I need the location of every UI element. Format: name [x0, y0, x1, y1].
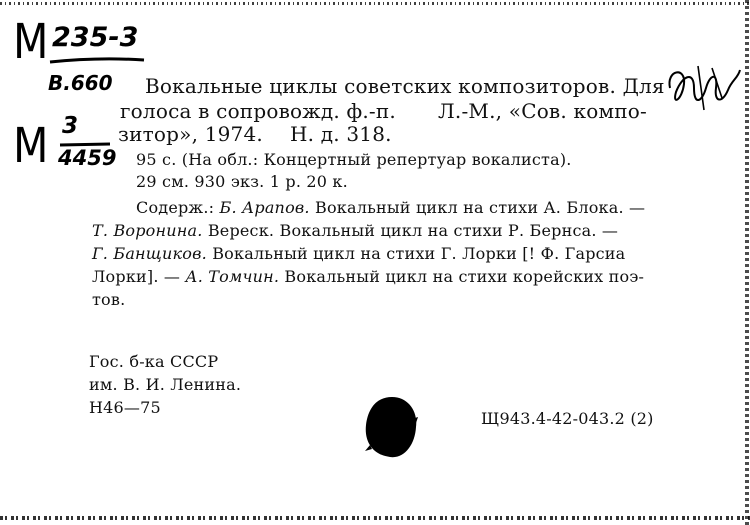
- author-name: Б. Арапов.: [219, 198, 310, 217]
- shelf-letter-top: М: [13, 14, 49, 70]
- library-name: Гос. б-ка СССР: [89, 352, 219, 371]
- contents-line-3: [92, 244, 625, 263]
- contents-text: Вереск. Вокальный цикл на стихи Р. Бернса. —: [202, 221, 619, 240]
- scan-edge-right: [745, 0, 749, 525]
- line2-left: голоса в сопровожд. ф.-п.: [120, 99, 396, 123]
- contents-line-2: [92, 221, 618, 240]
- signature-scribble: [664, 58, 744, 118]
- library-name-2: им. В. И. Ленина.: [89, 375, 242, 394]
- contents-label: Содерж.:: [136, 198, 220, 217]
- contents-text: Вокальный цикл на стихи Г. Лорки [! Ф. Гарсиа: [206, 244, 626, 263]
- line3-left: зитор», 1974.: [118, 122, 263, 146]
- scan-edge-top: [0, 2, 750, 5]
- line3-right: Н. д. 318.: [290, 122, 392, 146]
- line4: 95 с. (На обл.: Концертный репертуар вокалиста).: [136, 150, 572, 169]
- scan-edge-bottom: [0, 516, 750, 520]
- punch-hole: [362, 393, 420, 463]
- author-name: Г. Банщиков.: [92, 244, 207, 263]
- contents-text: Лорки]. —: [92, 267, 186, 286]
- call-number: В.660: [48, 71, 113, 95]
- fraction-top: 3: [62, 113, 79, 139]
- line5: 29 см. 930 экз. 1 р. 20 к.: [136, 172, 348, 191]
- contents-text: Вокальный цикл на стихи корейских поэ-: [279, 267, 645, 286]
- shelf-number-top: 235-3: [52, 22, 139, 53]
- title-line: Вокальные циклы советских композиторов. Для: [145, 74, 665, 98]
- card-code: Н46—75: [89, 398, 161, 417]
- contents-line-1: [136, 198, 645, 217]
- classification-code: Щ943.4-42-043.2 (2): [481, 409, 654, 428]
- contents-line-4: [92, 267, 644, 286]
- author-name: А. Томчин.: [185, 267, 280, 286]
- line2-right: Л.-М., «Сов. компо-: [438, 99, 647, 123]
- contents-text: Вокальный цикл на стихи А. Блока. —: [309, 198, 646, 217]
- shelf-letter-bottom: М: [13, 118, 49, 174]
- author-name: Т. Воронина.: [92, 221, 203, 240]
- underline-stroke: [48, 56, 148, 66]
- contents-text: тов.: [92, 290, 126, 309]
- contents-line-5: [92, 290, 125, 309]
- fraction-bottom: 4459: [58, 146, 117, 170]
